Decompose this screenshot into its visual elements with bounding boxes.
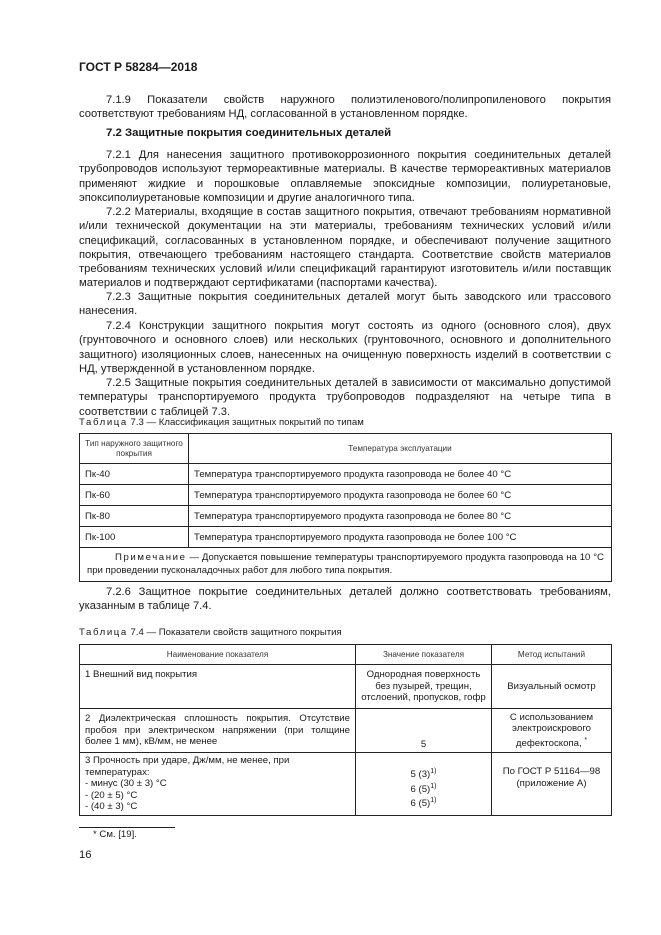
paragraph-7-1-9: 7.1.9 Показатели свойств наружного полиэтиленового/полипропиленового покрытия соответствуют требованиям НД, согласованной в установленном порядке. bbox=[79, 94, 611, 121]
impact-value bbox=[361, 766, 486, 781]
table-cell: Пк-100 bbox=[80, 527, 189, 548]
impact-line: - (40 ± 3) °С bbox=[85, 801, 138, 812]
paragraph-7-2-1: 7.2.1 Для нанесения защитного противокоррозионного покрытия соединительных деталей трубопроводов используют термореактивные материалы. В качестве термореактивных материалов применяют жидкие и порошковые оплавляемые эпоксидные композиции, полиуретановые, эпоксиполиуретановые композиции и другие аналогичного типа. bbox=[79, 149, 611, 204]
table-caption-text: 7.3 — Классификация защитных покрытий по типам bbox=[130, 417, 364, 428]
table-cell: 5 bbox=[356, 709, 492, 753]
footnote-mark: 1) bbox=[430, 768, 437, 775]
table-cell bbox=[492, 709, 612, 753]
footnote-divider bbox=[79, 827, 175, 828]
paragraph-7-2-2: 7.2.2 Материалы, входящие в состав защитного покрытия, отвечают требованиям нормативной и/или технической документации на эти материалы, требованиям технических условий и/или спецификаций, согласованных в установленном порядке, и обеспечивают получение защитного покрытия, отвечающего требованиям настоящего стандарта. Соответствие свойств материалов требованиям технических условий и/или спецификаций гарантируют изготовитель и/или поставщик материалов и подтверждают сертификатами (паспортами качества). bbox=[79, 206, 611, 290]
impact-value-text: 6 (5) bbox=[410, 783, 431, 795]
footnote-mark: * bbox=[584, 736, 588, 744]
impact-value bbox=[361, 781, 486, 796]
impact-value-text: 5 (3) bbox=[410, 769, 431, 781]
table-note-row bbox=[80, 548, 612, 582]
table-cell: Температура транспортируемого продукта газопровода не более 80 °С bbox=[189, 506, 612, 527]
table-header-cell: Наименование показателя bbox=[80, 645, 356, 665]
table-cell bbox=[80, 753, 356, 816]
table-cell: Однородная поверхность без пузырей, трещин, отслоений, пропусков, гофр bbox=[356, 665, 492, 709]
table-header-cell: Температура эксплуатации bbox=[189, 434, 612, 464]
paragraph-7-2-3: 7.2.3 Защитные покрытия соединительных деталей могут быть заводского или трассового нанесения. bbox=[79, 291, 611, 318]
section-heading-7-2: 7.2 Защитные покрытия соединительных деталей bbox=[106, 127, 392, 139]
note-word: Примечание bbox=[115, 552, 187, 563]
impact-line: - (20 ± 5) °С bbox=[85, 789, 138, 801]
table-row bbox=[80, 464, 612, 485]
table-row bbox=[80, 485, 612, 506]
table-cell: По ГОСТ Р 51164—98 (приложение А) bbox=[492, 753, 612, 816]
table-cell: Визуальный осмотр bbox=[492, 665, 612, 709]
table-cell: Пк-80 bbox=[80, 506, 189, 527]
footnote: * См. [19]. bbox=[93, 829, 137, 840]
paragraph-7-2-5: 7.2.5 Защитные покрытия соединительных деталей в зависимости от максимально допустимой температуры транспортируемого продукта трубопроводов подразделяют на четыре типа в соответствии с таблицей 7.3. bbox=[79, 377, 611, 418]
impact-line: - минус (30 ± 3) °С bbox=[85, 778, 167, 789]
table-cell: 2 Диэлектрическая сплошность покрытия. Отсутствие пробоя при электрическом напряжении (при толщине более 1 мм), кВ/мм, не менее bbox=[80, 709, 356, 753]
table-header-cell: Тип наружного защитного покрытия bbox=[80, 434, 189, 464]
page-number: 16 bbox=[79, 849, 92, 861]
table-note bbox=[80, 548, 612, 582]
impact-value bbox=[361, 795, 486, 810]
table-cell: Пк-40 bbox=[80, 464, 189, 485]
paragraph-7-2-6: 7.2.6 Защитное покрытие соединительных деталей должно соответствовать требованиям, указанным в таблице 7.4. bbox=[79, 586, 611, 613]
document-header: ГОСТ Р 58284—2018 bbox=[79, 60, 198, 74]
table-7-4-caption bbox=[79, 627, 342, 638]
paragraph-7-2-4: 7.2.4 Конструкции защитного покрытия могут состоять из одного (основного слоя), двух (грунтовочного и основного слоев) или нескольких (грунтовочного, основного и дополнительного защитного) изоляционных слоев, нанесенных на очищенную поверхность изделий в соответствии с НД, утвержденной в установленном порядке. bbox=[79, 320, 611, 375]
table-7-3 bbox=[79, 433, 612, 582]
method-text: С использованием электроискрового дефектоскопа, bbox=[509, 711, 594, 749]
table-cell: Температура транспортируемого продукта газопровода не более 40 °С bbox=[189, 464, 612, 485]
table-cell: 1 Внешний вид покрытия bbox=[80, 665, 356, 709]
impact-heading: 3 Прочность при ударе, Дж/мм, не менее, при температурах: bbox=[85, 755, 290, 778]
table-row bbox=[80, 506, 612, 527]
table-row bbox=[80, 753, 612, 816]
footnote-mark: 1) bbox=[430, 782, 437, 790]
table-7-4 bbox=[79, 644, 612, 816]
note-text: — Допускается повышение температуры транспортируемого продукта газопровода на 10 °С при проведении пусконаладочных работ для любого типа покрытия. bbox=[87, 552, 604, 576]
table-cell: Пк-60 bbox=[80, 485, 189, 506]
table-caption-word: Таблица bbox=[79, 627, 128, 638]
table-header-cell: Метод испытаний bbox=[492, 645, 612, 665]
table-caption-text: 7.4 — Показатели свойств защитного покрытия bbox=[130, 627, 342, 638]
table-7-3-caption bbox=[79, 417, 364, 428]
table-row bbox=[80, 665, 612, 709]
footnote-mark: 1) bbox=[430, 797, 437, 805]
table-row bbox=[80, 709, 612, 753]
table-header-cell: Значение показателя bbox=[356, 645, 492, 665]
table-caption-word: Таблица bbox=[79, 417, 128, 428]
table-cell bbox=[356, 753, 492, 816]
table-row bbox=[80, 527, 612, 548]
table-cell: Температура транспортируемого продукта газопровода не более 100 °С bbox=[189, 527, 612, 548]
table-cell: Температура транспортируемого продукта газопровода не более 60 °С bbox=[189, 485, 612, 506]
impact-value-text: 6 (5) bbox=[410, 798, 431, 810]
